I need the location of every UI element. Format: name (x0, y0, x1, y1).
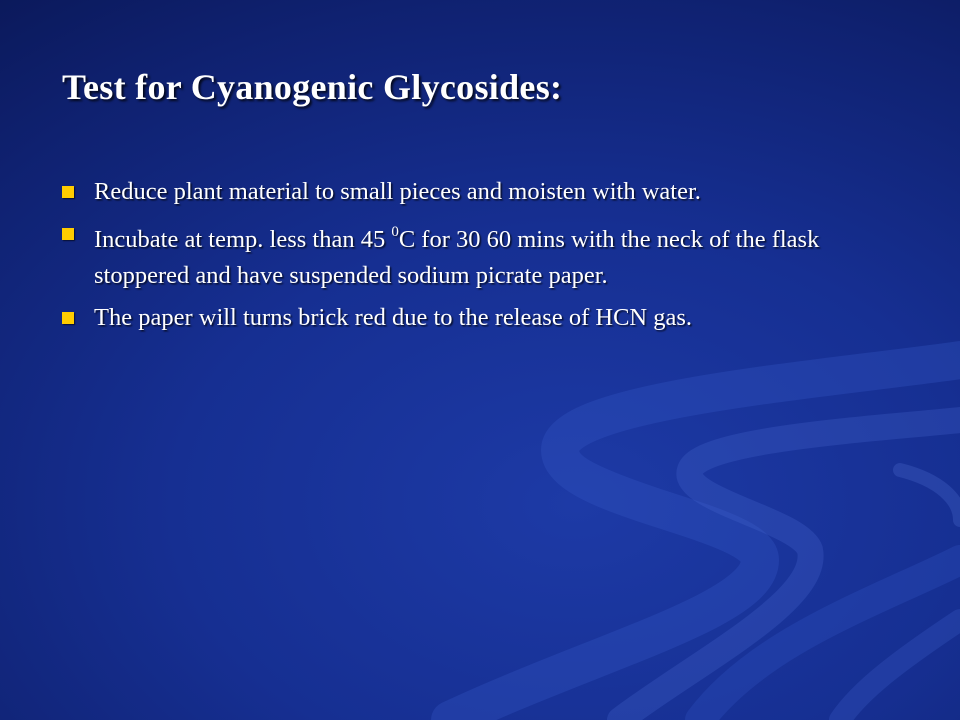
bullet-text: Reduce plant material to small pieces and moisten with water. (94, 178, 701, 205)
slide-title: Test for Cyanogenic Glycosides: (62, 67, 563, 107)
bullet-text-end: C for 30 60 mins with the neck of the flask stoppered and have suspended sodium picrate paper. (94, 226, 820, 290)
bullet-text-start: Incubate at temp. less than 45 (94, 226, 392, 254)
bullet-text: The paper will turns brick red due to the release of HCN gas. (94, 304, 693, 332)
square-bullet-icon (62, 228, 74, 240)
bullet-item (62, 174, 918, 210)
bullet-list (62, 174, 918, 342)
bullet-item (62, 300, 918, 336)
square-bullet-icon (62, 186, 74, 198)
square-bullet-icon (62, 312, 74, 324)
degree-superscript: 0 (391, 224, 399, 240)
bullet-item (62, 216, 918, 294)
